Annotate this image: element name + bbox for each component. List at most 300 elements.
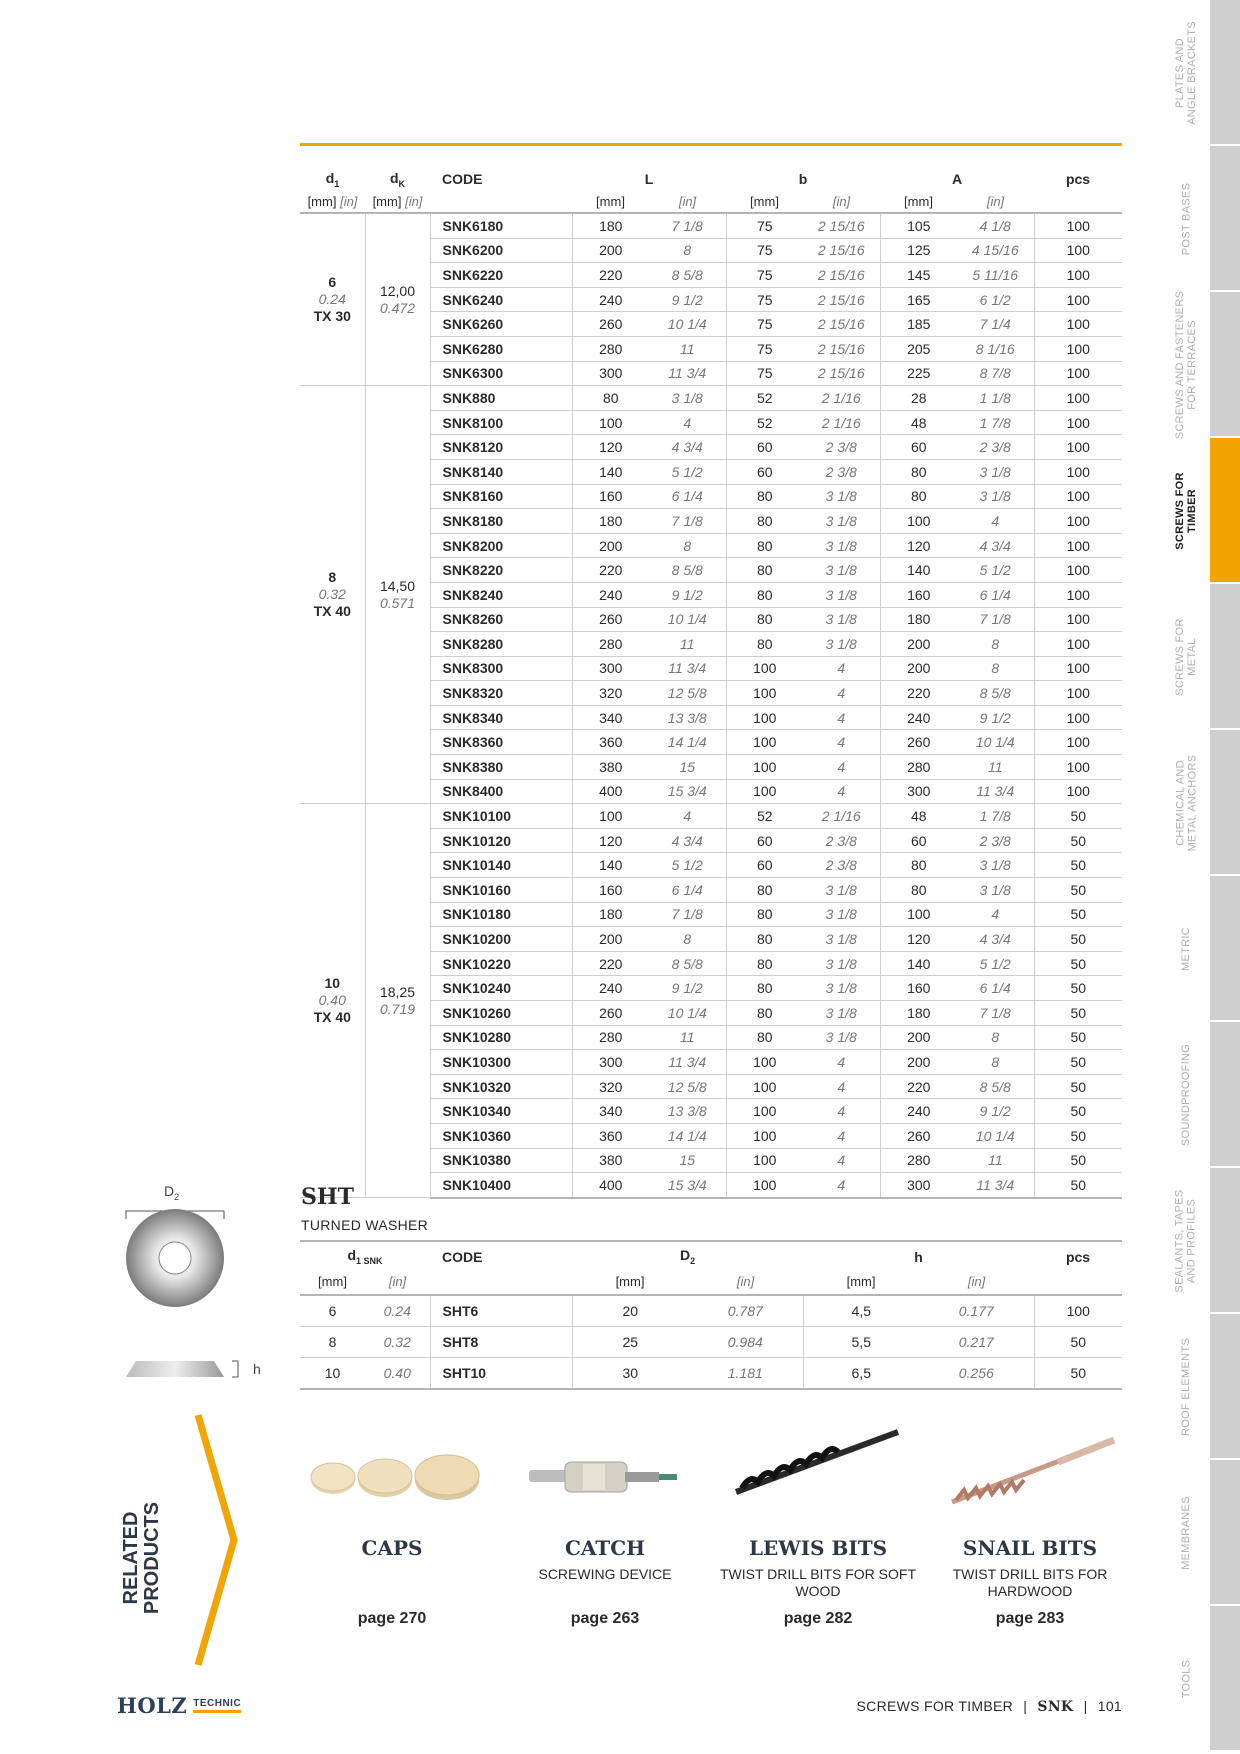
cell-L-mm: 200 [572, 533, 649, 558]
cell-L-in: 11 [649, 1025, 726, 1050]
cell-code: SNK8160 [430, 484, 572, 509]
cell-L-in: 8 [649, 533, 726, 558]
table-row [300, 804, 1122, 829]
group-d1: 8 0.32 TX 40 [300, 386, 365, 804]
section-tab-8[interactable] [1210, 1168, 1240, 1314]
cell-A-mm: 300 [880, 779, 957, 804]
cell-A-mm: 100 [880, 902, 957, 927]
cell-b-in: 2 3/8 [803, 828, 880, 853]
cell-b-in: 4 [803, 1173, 880, 1198]
cell-A-mm: 180 [880, 1001, 957, 1026]
footer-sep-2: | [1083, 1698, 1088, 1714]
cell-L-mm: 220 [572, 263, 649, 288]
cell-L-mm: 300 [572, 656, 649, 681]
section-tab-label[interactable]: PLATES AND ANGLE BRACKETS [1174, 21, 1198, 125]
cell-A-mm: 220 [880, 681, 957, 706]
cell-pcs: 50 [1034, 1025, 1122, 1050]
cell-pcs: 100 [1034, 755, 1122, 780]
cell-b-in: 3 1/8 [803, 951, 880, 976]
section-tab-11[interactable] [1210, 1606, 1240, 1752]
cell-code: SNK6280 [430, 336, 572, 361]
sht-cell-d2-mm: 20 [572, 1295, 688, 1327]
cell-L-in: 4 3/4 [649, 435, 726, 460]
section-tab-label[interactable]: ROOF ELEMENTS [1180, 1337, 1192, 1437]
section-tab-2[interactable] [1210, 292, 1240, 438]
cell-A-in: 2 3/8 [957, 828, 1034, 853]
cell-b-in: 2 1/16 [803, 386, 880, 411]
cell-L-in: 11 3/4 [649, 1050, 726, 1075]
section-tab-label[interactable]: TOOLS [1180, 1659, 1192, 1699]
cell-code: SNK8320 [430, 681, 572, 706]
cell-A-mm: 200 [880, 632, 957, 657]
cell-A-in: 1 1/8 [957, 386, 1034, 411]
cell-L-mm: 320 [572, 1074, 649, 1099]
cell-pcs: 100 [1034, 705, 1122, 730]
cell-A-mm: 60 [880, 435, 957, 460]
cell-code: SNK10360 [430, 1123, 572, 1148]
page-footer [857, 1698, 1122, 1715]
cell-code: SNK8340 [430, 705, 572, 730]
product-page-link[interactable]: page 263 [570, 1610, 640, 1627]
cell-pcs: 50 [1034, 951, 1122, 976]
cell-b-mm: 100 [726, 656, 803, 681]
sht-cell-pcs: 50 [1034, 1327, 1122, 1358]
cell-L-in: 7 1/8 [649, 509, 726, 534]
cell-L-in: 11 [649, 632, 726, 657]
cell-A-in: 4 15/16 [957, 238, 1034, 263]
cell-pcs: 50 [1034, 1074, 1122, 1099]
section-tab-4[interactable] [1210, 584, 1240, 730]
header-code: CODE [442, 171, 483, 187]
cell-code: SNK10180 [430, 902, 572, 927]
cell-b-mm: 75 [726, 361, 803, 386]
product-name: CAPS [361, 1536, 423, 1560]
cell-pcs: 100 [1034, 386, 1122, 411]
cell-b-in: 3 1/8 [803, 484, 880, 509]
cell-b-mm: 75 [726, 287, 803, 312]
cell-A-mm: 140 [880, 558, 957, 583]
cell-b-mm: 60 [726, 853, 803, 878]
cell-b-in: 4 [803, 730, 880, 755]
cell-b-mm: 80 [726, 607, 803, 632]
cell-b-mm: 80 [726, 927, 803, 952]
section-tab-0[interactable] [1210, 0, 1240, 146]
related-product-lewis-bits[interactable] [718, 1530, 918, 1628]
cell-L-in: 10 1/4 [649, 607, 726, 632]
cell-b-in: 4 [803, 656, 880, 681]
related-product-catch[interactable] [505, 1530, 705, 1628]
cell-code: SNK10300 [430, 1050, 572, 1075]
snail-bits-image [948, 1430, 1118, 1510]
cell-L-in: 8 5/8 [649, 263, 726, 288]
cell-b-in: 3 1/8 [803, 976, 880, 1001]
cell-b-mm: 60 [726, 435, 803, 460]
related-product-snail-bits[interactable] [930, 1530, 1130, 1628]
sht-subtitle: TURNED WASHER [301, 1217, 429, 1233]
table-row [300, 213, 1122, 238]
sht-cell-d2-in: 1.181 [688, 1358, 803, 1390]
diagram-d2-label: $D_2$ [164, 1183, 180, 1202]
cell-b-mm: 75 [726, 263, 803, 288]
cell-L-mm: 380 [572, 755, 649, 780]
cell-b-mm: 100 [726, 1173, 803, 1198]
cell-L-mm: 160 [572, 484, 649, 509]
cell-b-in: 2 15/16 [803, 336, 880, 361]
cell-A-mm: 160 [880, 582, 957, 607]
section-tab-label[interactable]: SCREWS AND FASTENERS FOR TERRACES [1174, 290, 1199, 440]
cell-b-mm: 75 [726, 238, 803, 263]
cell-code: SNK10400 [430, 1173, 572, 1198]
group-d1: 6 0.24 TX 30 [300, 213, 365, 386]
cell-A-in: 2 3/8 [957, 435, 1034, 460]
cell-b-mm: 80 [726, 878, 803, 903]
cell-L-mm: 120 [572, 828, 649, 853]
cell-code: SNK10200 [430, 927, 572, 952]
cell-L-in: 8 5/8 [649, 558, 726, 583]
footer-sep: | [1023, 1698, 1028, 1714]
cell-b-mm: 100 [726, 1148, 803, 1173]
cell-A-in: 8 [957, 1050, 1034, 1075]
cell-code: SNK6260 [430, 312, 572, 337]
cell-A-mm: 205 [880, 336, 957, 361]
cell-L-mm: 340 [572, 705, 649, 730]
cell-L-mm: 100 [572, 804, 649, 829]
cell-pcs: 100 [1034, 263, 1122, 288]
cell-code: SNK6240 [430, 287, 572, 312]
cell-pcs: 100 [1034, 533, 1122, 558]
cell-A-in: 8 [957, 632, 1034, 657]
cell-code: SNK8240 [430, 582, 572, 607]
cell-A-in: 6 1/2 [957, 287, 1034, 312]
cell-L-mm: 160 [572, 878, 649, 903]
cell-pcs: 50 [1034, 828, 1122, 853]
section-tab-3[interactable] [1210, 438, 1240, 584]
cell-A-in: 4 [957, 509, 1034, 534]
cell-A-in: 7 1/8 [957, 1001, 1034, 1026]
cell-b-in: 2 1/16 [803, 410, 880, 435]
sht-cell-d1-in: 0.24 [365, 1295, 430, 1327]
cell-code: SNK10380 [430, 1148, 572, 1173]
cell-A-mm: 48 [880, 804, 957, 829]
cell-A-mm: 200 [880, 1025, 957, 1050]
cell-b-mm: 75 [726, 312, 803, 337]
cell-code: SNK8300 [430, 656, 572, 681]
section-tab-1[interactable] [1210, 146, 1240, 292]
cell-A-mm: 80 [880, 853, 957, 878]
cell-A-in: 4 1/8 [957, 213, 1034, 238]
cell-pcs: 50 [1034, 1148, 1122, 1173]
cell-L-in: 13 3/8 [649, 1099, 726, 1124]
related-product-caps[interactable] [292, 1530, 492, 1628]
section-tab-label[interactable]: METRIC [1180, 927, 1192, 971]
cell-L-mm: 140 [572, 459, 649, 484]
cell-L-in: 15 [649, 755, 726, 780]
footer-section: SCREWS FOR TIMBER [856, 1698, 1014, 1714]
cell-pcs: 50 [1034, 976, 1122, 1001]
sht-cell-d2-in: 0.787 [688, 1295, 803, 1327]
cell-code: SNK6200 [430, 238, 572, 263]
cell-A-in: 5 1/2 [957, 558, 1034, 583]
cell-A-mm: 100 [880, 509, 957, 534]
cell-A-mm: 180 [880, 607, 957, 632]
cell-b-mm: 100 [726, 1099, 803, 1124]
cell-b-mm: 100 [726, 755, 803, 780]
cell-L-in: 12 5/8 [649, 1074, 726, 1099]
cell-A-in: 8 7/8 [957, 361, 1034, 386]
cell-L-mm: 340 [572, 1099, 649, 1124]
cell-b-in: 3 1/8 [803, 607, 880, 632]
cell-A-in: 6 1/4 [957, 976, 1034, 1001]
cell-A-mm: 300 [880, 1173, 957, 1198]
cell-code: SNK8380 [430, 755, 572, 780]
cell-b-mm: 80 [726, 632, 803, 657]
cell-pcs: 50 [1034, 853, 1122, 878]
sht-cell-pcs: 50 [1034, 1358, 1122, 1390]
cell-b-mm: 100 [726, 1050, 803, 1075]
cell-pcs: 50 [1034, 804, 1122, 829]
cell-A-in: 7 1/8 [957, 607, 1034, 632]
snk-table [300, 168, 1122, 1199]
cell-L-mm: 300 [572, 361, 649, 386]
cell-code: SNK10260 [430, 1001, 572, 1026]
diagram-h-label: h [253, 1361, 261, 1377]
cell-A-mm: 240 [880, 1099, 957, 1124]
cell-b-in: 4 [803, 1123, 880, 1148]
group-dk: 12,00 0.472 [365, 213, 430, 386]
cell-b-in: 3 1/8 [803, 927, 880, 952]
cell-A-mm: 120 [880, 927, 957, 952]
cell-L-mm: 360 [572, 730, 649, 755]
washer-illustration [120, 1201, 242, 1401]
sht-unit-h-mm: [mm] [803, 1269, 919, 1295]
cell-A-in: 9 1/2 [957, 1099, 1034, 1124]
cell-L-in: 12 5/8 [649, 681, 726, 706]
cell-b-mm: 80 [726, 951, 803, 976]
product-page-link[interactable]: page 282 [783, 1610, 853, 1627]
unit-code [430, 190, 572, 213]
cell-L-mm: 280 [572, 336, 649, 361]
cell-code: SNK6300 [430, 361, 572, 386]
sht-header-d1: $d_{1 SNK}$ [347, 1247, 383, 1266]
section-tab-label[interactable]: SCREWS FOR TIMBER [1174, 472, 1198, 550]
cell-A-in: 8 5/8 [957, 681, 1034, 706]
cell-L-in: 4 3/4 [649, 828, 726, 853]
section-tabs [1174, 0, 1240, 1754]
footer-code: SNK [1037, 1699, 1074, 1715]
cell-L-in: 15 [649, 1148, 726, 1173]
cell-L-mm: 140 [572, 853, 649, 878]
cell-L-in: 10 1/4 [649, 312, 726, 337]
group-dk: 18,25 0.719 [365, 804, 430, 1198]
product-description: TWIST DRILL BITS FOR SOFT WOOD [719, 1566, 916, 1599]
cell-b-mm: 100 [726, 705, 803, 730]
section-tab-label[interactable]: CHEMICAL AND METAL ANCHORS [1174, 754, 1198, 852]
cell-A-mm: 280 [880, 1148, 957, 1173]
cell-L-in: 5 1/2 [649, 853, 726, 878]
cell-b-in: 2 15/16 [803, 213, 880, 238]
unit-L-in: [in] [649, 190, 726, 213]
cell-L-in: 3 1/8 [649, 386, 726, 411]
cell-pcs: 50 [1034, 1001, 1122, 1026]
cell-pcs: 50 [1034, 1123, 1122, 1148]
cell-code: SNK10240 [430, 976, 572, 1001]
sht-cell-d1-mm: 6 [300, 1295, 365, 1327]
table-row [300, 1327, 1122, 1358]
sht-cell-d1-mm: 10 [300, 1358, 365, 1390]
sht-header-h: h [914, 1248, 923, 1265]
cell-L-mm: 320 [572, 681, 649, 706]
product-page-link[interactable]: page 283 [995, 1610, 1065, 1627]
section-tab-label[interactable]: POST BASES [1180, 182, 1192, 256]
cell-A-in: 10 1/4 [957, 1123, 1034, 1148]
sht-cell-d1-in: 0.40 [365, 1358, 430, 1390]
sht-unit-d1-mm: [mm] [300, 1269, 365, 1295]
cell-pcs: 100 [1034, 484, 1122, 509]
cell-L-mm: 220 [572, 951, 649, 976]
cell-L-in: 15 3/4 [649, 779, 726, 804]
cell-b-mm: 60 [726, 828, 803, 853]
cell-code: SNK8280 [430, 632, 572, 657]
cell-L-mm: 220 [572, 558, 649, 583]
cell-A-in: 11 [957, 1148, 1034, 1173]
sht-cell-d1-mm: 8 [300, 1327, 365, 1358]
cell-A-mm: 125 [880, 238, 957, 263]
cell-pcs: 100 [1034, 410, 1122, 435]
cell-L-mm: 300 [572, 1050, 649, 1075]
cell-b-mm: 80 [726, 1001, 803, 1026]
section-tab-5[interactable] [1210, 730, 1240, 876]
washer-diagram [120, 1183, 261, 1393]
cell-L-mm: 240 [572, 582, 649, 607]
accent-rule [300, 143, 1122, 146]
cell-code: SNK6220 [430, 263, 572, 288]
sht-rule [300, 1240, 1122, 1242]
cell-A-in: 6 1/4 [957, 582, 1034, 607]
cell-L-mm: 180 [572, 213, 649, 238]
cell-pcs: 50 [1034, 1050, 1122, 1075]
cell-b-mm: 52 [726, 386, 803, 411]
cell-A-in: 10 1/4 [957, 730, 1034, 755]
cell-A-mm: 240 [880, 705, 957, 730]
sht-cell-pcs: 100 [1034, 1295, 1122, 1327]
section-tab-6[interactable] [1210, 876, 1240, 1022]
cell-L-in: 4 [649, 804, 726, 829]
cell-L-mm: 240 [572, 287, 649, 312]
sht-table [300, 1244, 1122, 1390]
cell-L-in: 10 1/4 [649, 1001, 726, 1026]
cell-pcs: 100 [1034, 779, 1122, 804]
section-tab-10[interactable] [1210, 1460, 1240, 1606]
section-tab-9[interactable] [1210, 1314, 1240, 1460]
cell-L-in: 14 1/4 [649, 730, 726, 755]
cell-L-mm: 80 [572, 386, 649, 411]
unit-b-mm: [mm] [726, 190, 803, 213]
cell-b-mm: 60 [726, 459, 803, 484]
cell-A-in: 4 3/4 [957, 533, 1034, 558]
cell-pcs: 50 [1034, 927, 1122, 952]
cell-b-mm: 80 [726, 1025, 803, 1050]
cell-pcs: 100 [1034, 509, 1122, 534]
cell-L-mm: 400 [572, 1173, 649, 1198]
sht-unit-h-in: [in] [919, 1269, 1034, 1295]
cell-pcs: 100 [1034, 459, 1122, 484]
sht-cell-h-mm: 6,5 [803, 1358, 919, 1390]
product-page-link[interactable]: page 270 [357, 1610, 427, 1627]
cell-A-mm: 120 [880, 533, 957, 558]
header-L: L [644, 171, 654, 187]
cell-L-in: 11 3/4 [649, 361, 726, 386]
sht-cell-code: SHT10 [430, 1358, 572, 1390]
cell-b-in: 3 1/8 [803, 582, 880, 607]
section-tab-label[interactable]: MEMBRANES [1180, 1496, 1193, 1570]
cell-b-in: 2 15/16 [803, 361, 880, 386]
sht-unit-code [430, 1269, 572, 1295]
cell-A-in: 1 7/8 [957, 410, 1034, 435]
cell-A-in: 1 7/8 [957, 804, 1034, 829]
cell-A-in: 11 3/4 [957, 1173, 1034, 1198]
cell-A-mm: 60 [880, 828, 957, 853]
cell-b-in: 4 [803, 705, 880, 730]
cell-b-in: 3 1/8 [803, 1001, 880, 1026]
cell-pcs: 100 [1034, 558, 1122, 583]
cell-pcs: 100 [1034, 336, 1122, 361]
unit-A-in: [in] [957, 190, 1034, 213]
product-description [292, 1566, 492, 1604]
cell-pcs: 100 [1034, 656, 1122, 681]
sht-unit-d2-mm: [mm] [572, 1269, 688, 1295]
section-tab-label[interactable]: SOUNDPROOFING [1180, 1043, 1193, 1147]
cell-code: SNK880 [430, 386, 572, 411]
sht-cell-d2-mm: 25 [572, 1327, 688, 1358]
cell-A-in: 3 1/8 [957, 853, 1034, 878]
cell-L-in: 4 [649, 410, 726, 435]
cell-A-in: 3 1/8 [957, 878, 1034, 903]
cell-b-in: 2 1/16 [803, 804, 880, 829]
cell-b-mm: 52 [726, 804, 803, 829]
cell-code: SNK8360 [430, 730, 572, 755]
sht-cell-d2-in: 0.984 [688, 1327, 803, 1358]
unit-b-in: [in] [803, 190, 880, 213]
cell-L-in: 6 1/4 [649, 878, 726, 903]
cell-L-mm: 280 [572, 632, 649, 657]
cell-b-in: 4 [803, 1074, 880, 1099]
cell-L-in: 11 [649, 336, 726, 361]
cell-code: SNK6180 [430, 213, 572, 238]
group-d1: 10 0.40 TX 40 [300, 804, 365, 1198]
cell-A-mm: 165 [880, 287, 957, 312]
cell-b-in: 3 1/8 [803, 533, 880, 558]
cell-pcs: 100 [1034, 238, 1122, 263]
cell-L-in: 8 [649, 927, 726, 952]
cell-b-in: 4 [803, 1148, 880, 1173]
cell-b-mm: 80 [726, 558, 803, 583]
cell-code: SNK8120 [430, 435, 572, 460]
cell-b-in: 3 1/8 [803, 878, 880, 903]
cell-A-mm: 200 [880, 1050, 957, 1075]
unit-d1: [mm] [in] [300, 190, 365, 213]
section-tab-label[interactable]: SCREWS FOR METAL [1174, 618, 1198, 696]
product-description: TWIST DRILL BITS FOR HARDWOOD [952, 1566, 1108, 1599]
table-row [300, 1358, 1122, 1390]
section-tab-label[interactable]: SEALANTS, TAPES AND PROFILES [1174, 1189, 1199, 1293]
cell-A-in: 7 1/4 [957, 312, 1034, 337]
sht-cell-code: SHT8 [430, 1327, 572, 1358]
cell-pcs: 100 [1034, 607, 1122, 632]
cell-b-in: 3 1/8 [803, 1025, 880, 1050]
cell-A-in: 4 [957, 902, 1034, 927]
section-tab-7[interactable] [1210, 1022, 1240, 1168]
cell-pcs: 50 [1034, 878, 1122, 903]
